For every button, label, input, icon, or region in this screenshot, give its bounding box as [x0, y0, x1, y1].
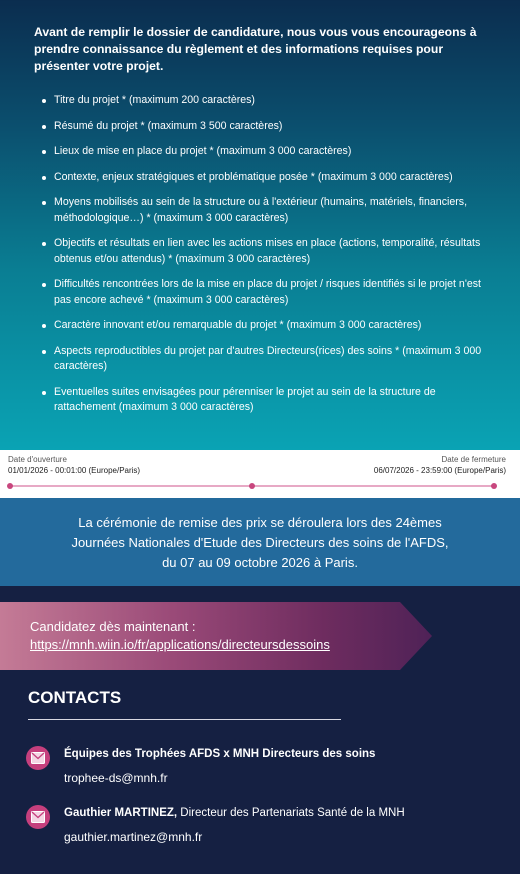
bullet-icon: [42, 391, 46, 395]
ceremony-line: Journées Nationales d'Etude des Directeurs des soins de l'AFDS,: [71, 535, 449, 550]
ceremony-line: du 07 au 09 octobre 2026 à Paris.: [162, 555, 358, 570]
contact-email[interactable]: gauthier.martinez@mnh.fr: [64, 830, 203, 844]
bullet-icon: [42, 324, 46, 328]
bullet-icon: [42, 242, 46, 246]
bullet-icon: [42, 150, 46, 154]
list-item-text: Objectifs et résultats en lien avec les actions mises en place (actions, temporalité, résultats obtenus et/ou attendus) * (maximum 3 000 caractères): [54, 237, 481, 265]
list-item: [34, 144, 486, 160]
dates-timeline: [0, 450, 520, 498]
list-item: [34, 93, 486, 109]
contact-name-rest: Directeur des Partenariats Santé de la MNH: [177, 807, 405, 819]
mail-icon: [26, 746, 50, 770]
contact-name-bold: Équipes des Trophées AFDS x MNH Directeurs des soins: [64, 748, 376, 760]
list-item-text: Résumé du projet * (maximum 3 500 caractères): [54, 119, 283, 132]
bullet-icon: [42, 350, 46, 354]
apply-section: [0, 586, 520, 686]
list-item-text: Lieux de mise en place du projet * (maximum 3 000 caractères): [54, 145, 352, 157]
timeline-end-dot: [491, 483, 497, 489]
list-item: [34, 119, 486, 135]
contact-email[interactable]: trophee-ds@mnh.fr: [64, 771, 168, 785]
list-item: [34, 277, 486, 308]
bullet-icon: [42, 283, 46, 287]
ceremony-banner: [0, 498, 520, 586]
apply-link[interactable]: https://mnh.wiin.io/fr/applications/directeursdessoins: [30, 637, 330, 652]
contact-name-bold: Gauthier MARTINEZ,: [64, 807, 178, 819]
list-item-text: Caractère innovant et/ou remarquable du projet * (maximum 3 000 caractères): [54, 319, 422, 331]
timeline-current-dot: [249, 483, 255, 489]
list-item: [34, 318, 486, 334]
contact-name: [64, 748, 375, 760]
list-item: [34, 170, 486, 186]
bullet-icon: [42, 201, 46, 205]
list-item: [34, 385, 486, 416]
apply-label: Candidatez dès maintenant :: [30, 619, 196, 634]
timeline-track: [10, 485, 494, 487]
open-date-label: Date d'ouverture: [8, 455, 67, 464]
list-item: [34, 195, 486, 226]
list-item-text: Moyens mobilisés au sein de la structure ou à l'extérieur (humains, matériels, financiers, méthodologique…) * (maximum 3 000 caractères): [54, 196, 468, 224]
list-item-text: Contexte, enjeux stratégiques et problématique posée * (maximum 3 000 caractères): [54, 170, 453, 183]
bullet-icon: [42, 176, 46, 180]
list-item-text: Difficultés rencontrées lors de la mise en place du projet / risques identifiés si le projet n'est pas encore achevé * (maximum 3 000 caractères): [54, 278, 481, 306]
requirements-intro: Avant de remplir le dossier de candidature, nous vous vous encourageons à prendre connaissance du règlement et des informations requises pour présenter votre projet.: [34, 25, 477, 73]
contacts-divider: [28, 719, 341, 720]
open-date-value: 01/01/2026 - 00:01:00 (Europe/Paris): [8, 466, 141, 475]
apply-text: [30, 618, 330, 654]
bullet-icon: [42, 125, 46, 129]
close-date-label: Date de fermeture: [441, 455, 506, 464]
list-item-text: Titre du projet * (maximum 200 caractères): [54, 94, 255, 106]
ceremony-line: La cérémonie de remise des prix se déroulera lors des 24èmes: [78, 515, 442, 530]
close-date-value: 06/07/2026 - 23:59:00 (Europe/Paris): [373, 466, 506, 475]
list-item: [34, 236, 486, 267]
contacts-title: CONTACTS: [28, 688, 122, 707]
list-item-text: Eventuelles suites envisagées pour pérenniser le projet au sein de la structure de rattachement (maximum 3 000 caractères): [54, 385, 436, 413]
contacts-section: [0, 686, 520, 874]
list-item: [34, 344, 486, 375]
close-date: [374, 455, 506, 476]
bullet-icon: [42, 99, 46, 103]
list-item-text: Aspects reproductibles du projet par d'autres Directeurs(rices) des soins * (maximum 3 000 caractères): [54, 344, 482, 372]
mail-icon: [26, 805, 50, 829]
timeline-start-dot: [7, 483, 13, 489]
contact-name: [64, 807, 405, 819]
open-date: [8, 455, 140, 476]
requirements-list: [34, 93, 486, 416]
